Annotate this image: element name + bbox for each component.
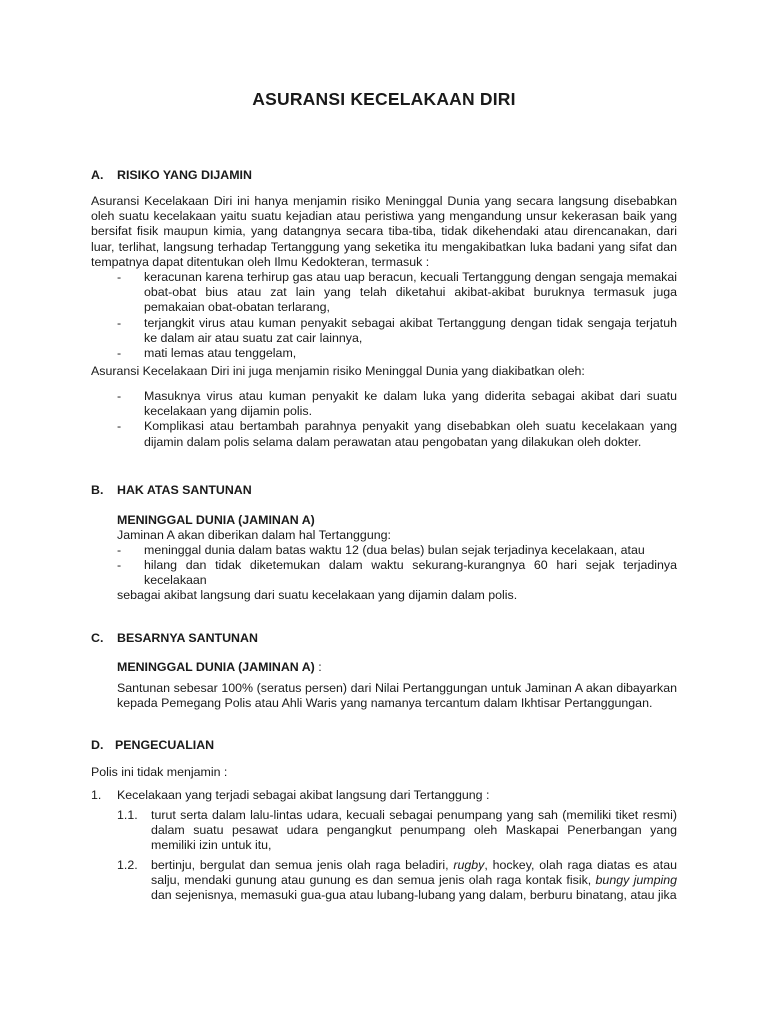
list-item	[117, 543, 677, 558]
list-item	[117, 558, 677, 588]
bullet-text: Masuknya virus atau kuman penyakit ke dalam luka yang diderita sebagai akibat dari suatu kecelakaan yang dijamin polis.	[144, 389, 677, 419]
subitem-1-2-text	[151, 858, 677, 904]
section-a-bullet-list-1	[117, 270, 677, 361]
subitem-1-2-part-e: dan sejenisnya, memasuki gua-gua atau lubang-lubang yang dalam, berburu binatang, atau jika	[151, 888, 677, 903]
subitem-1-2-bungy: bungy jumping	[595, 873, 677, 888]
section-c-letter: C.	[91, 631, 104, 645]
bullet-dash: -	[117, 315, 122, 330]
section-c-subheading: MENINGGAL DUNIA (JAMINAN A)	[117, 660, 315, 674]
section-c-subheading-line	[117, 660, 322, 675]
section-a-bullet-list-2	[117, 389, 677, 450]
list-item	[117, 316, 677, 346]
section-c-heading: BESARNYA SANTUNAN	[117, 631, 258, 645]
list-item	[117, 346, 677, 361]
list-item	[117, 270, 677, 316]
bullet-dash: -	[117, 346, 122, 361]
section-c-text: Santunan sebesar 100% (seratus persen) dari Nilai Pertanggungan untuk Jaminan A akan dibayarkan kepada Pemegang Polis atau Ahli Waris yang namanya tercantum dalam Ikhtisar Pertanggungan.	[117, 681, 677, 711]
section-a-heading: RISIKO YANG DIJAMIN	[117, 168, 252, 182]
bullet-text: mati lemas atau tenggelam,	[144, 346, 297, 361]
section-b-line-1: Jaminan A akan diberikan dalam hal Tertanggung:	[117, 528, 391, 542]
section-d-heading: PENGECUALIAN	[115, 738, 215, 752]
section-b-bullet-list	[117, 543, 677, 589]
list-item	[117, 419, 677, 449]
section-a-intro-2: Asuransi Kecelakaan Diri ini juga menjamin risiko Meninggal Dunia yang diakibatkan oleh:	[91, 364, 585, 378]
document-title: ASURANSI KECELAKAAN DIRI	[252, 89, 516, 109]
section-d-letter: D.	[91, 738, 104, 752]
section-a-intro: Asuransi Kecelakaan Diri ini hanya menjamin risiko Meninggal Dunia yang secara langsung disebabkan oleh suatu kecelakaan yaitu suatu kejadian atau peristiwa yang mengandung unsur kekerasan baik yang bersifat fisik maupun kimia, yang datangnya secara tiba-tiba, tidak dikehendaki atau direncanakan, dari luar, terlihat, langsung terhadap Tertanggung yang seketika itu mengakibatkan luka badani yang sifat dan tempatnya dapat ditentukan oleh Ilmu Kedokteran, termasuk :	[91, 194, 677, 269]
subitem-1-2-part-a: bertinju, bergulat dan semua jenis olah raga beladiri,	[151, 858, 454, 872]
section-b-heading: HAK ATAS SANTUNAN	[117, 483, 252, 497]
section-a-letter: A.	[91, 168, 104, 182]
section-d-intro: Polis ini tidak menjamin :	[91, 765, 228, 779]
bullet-text: meninggal dunia dalam batas waktu 12 (dua belas) bulan sejak terjadinya kecelakaan, atau	[144, 543, 645, 557]
subitem-1-1-text: turut serta dalam lalu-lintas udara, kecuali sebagai penumpang yang sah (memiliki tiket resmi) dalam suatu pesawat udara pengangkut penumpang oleh Maskapai Penerbangan yang memiliki izin untuk itu,	[151, 808, 677, 853]
item-1-number: 1.	[91, 788, 102, 802]
subitem-1-2-part-c: , hockey, olah raga diatas es atau salju, mendaki gunung atau gunung es dan semua jenis olah raga kontak fisik,	[151, 858, 677, 888]
bullet-dash: -	[117, 419, 122, 434]
subitem-1-2-rugby: rugby	[453, 858, 485, 872]
section-c-subheading-suffix: :	[314, 660, 322, 674]
bullet-text: Komplikasi atau bertambah parahnya penyakit yang disebabkan oleh suatu kecelakaan yang dijamin dalam polis selama dalam perawatan atau pengobatan yang dilakukan oleh dokter.	[144, 419, 677, 449]
bullet-dash: -	[117, 389, 122, 403]
section-b-closing: sebagai akibat langsung dari suatu kecelakaan yang dijamin dalam polis.	[117, 588, 518, 602]
bullet-dash: -	[117, 558, 122, 573]
bullet-text: terjangkit virus atau kuman penyakit sebagai akibat Tertanggung dengan tidak sengaja terjatuh ke dalam air atau suatu zat cair lainnya,	[144, 315, 677, 345]
subitem-1-1-number: 1.1.	[117, 808, 138, 822]
section-b-letter: B.	[91, 483, 104, 497]
bullet-dash: -	[117, 543, 122, 557]
bullet-dash: -	[117, 270, 122, 284]
section-b-subheading: MENINGGAL DUNIA (JAMINAN A)	[117, 513, 315, 527]
bullet-text: hilang dan tidak diketemukan dalam waktu sekurang-kurangnya 60 hari sejak terjadinya kecelakaan	[144, 558, 677, 588]
list-item	[117, 389, 677, 419]
subitem-1-2-number: 1.2.	[117, 858, 138, 872]
item-1-text: Kecelakaan yang terjadi sebagai akibat langsung dari Tertanggung :	[117, 788, 490, 802]
bullet-text: keracunan karena terhirup gas atau uap beracun, kecuali Tertanggung dengan sengaja memakai obat-obat bius atau zat lain yang telah diketahui akibat-akibat buruknya termasuk juga pemakaian obat-obatan terlarang,	[144, 270, 677, 315]
